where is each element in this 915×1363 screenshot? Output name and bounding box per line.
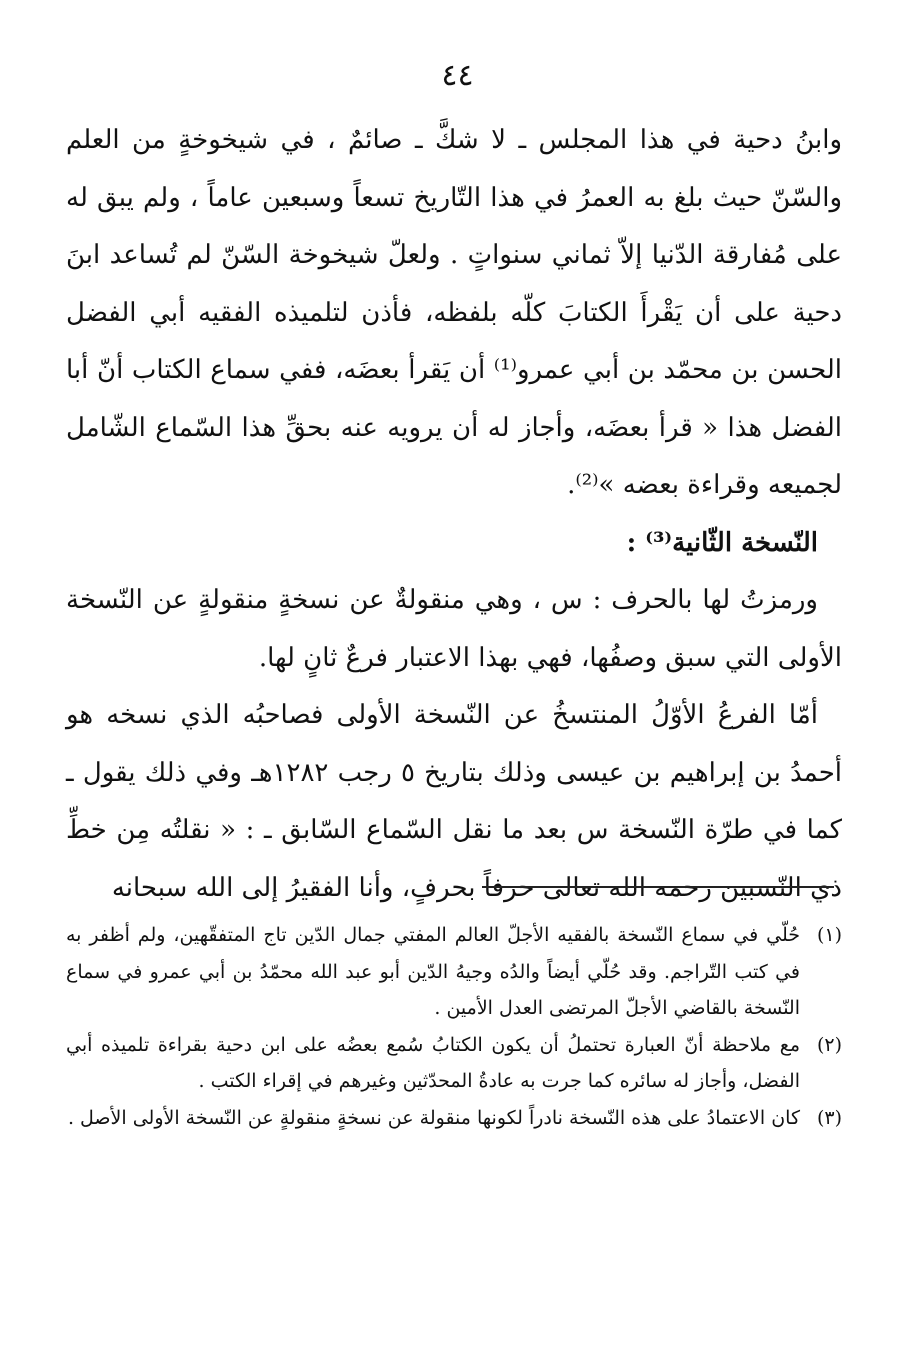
section-heading: النّسخة الثّانية⁽³⁾ : xyxy=(626,527,818,558)
footnotes xyxy=(66,917,842,1136)
page-number: ٤٤ xyxy=(441,58,474,93)
footnote xyxy=(66,1100,842,1137)
footnote-text: كان الاعتمادُ على هذه النّسخة نادراً لكونها منقولة عن نسخةٍ منقولةٍ عن النّسخة الأولى الأصل . xyxy=(67,1106,800,1129)
footnote-number: (٢) xyxy=(816,1033,842,1056)
body-paragraph: ورمزتُ لها بالحرف : س ، وهي منقولةٌ عن نسخةٍ منقولةٍ عن النّسخة الأولى التي سبق وصفُها، فهي بهذا الاعتبار فرعٌ ثانٍ لها. xyxy=(66,585,842,673)
body-paragraph: أمّا الفرعُ الأوّلُ المنتسخُ عن النّسخة الأولى فصاحبُه الذي نسخه هو أحمدُ بن إبراهيم بن عيسى وذلك بتاريخ ٥ رجب ١٢٨٢هـ وفي ذلك يقول ـ كما في طرّة النّسخة س بعد ما نقل السّماع السّابق ـ : « نقلتُه مِن خطِّ ذي النّسبين رحمه الله تعالى حرفاً بحرفٍ، وأنا الفقيرُ إلى الله سبحانه xyxy=(66,700,843,903)
footnote-divider xyxy=(482,886,834,888)
footnote-text: مع ملاحظة أنّ العبارة تحتملُ أن يكون الكتابُ سُمع بعضُه على ابن دحية بقراءة تلميذه أبي الفضل، وأجاز له سائره كما جرت به عادةُ المحدّثين وغيرهم في إقراء الكتب . xyxy=(66,1033,800,1092)
footnote-number: (١) xyxy=(816,924,842,946)
footnote-text: حُلّي في سماع النّسخة بالفقيه الأجلّ العالم المفتي جمال الدّين تاج المتفقّهين، ولم أظفر به في كتب التّراجم. وقد حُلّي أيضاً والدُه وجيهُ الدّين أبو عبد الله محمّدُ بن أبي عمرو في سماع النّسخة بالقاضي الأجلّ المرتضى العدل الأمين . xyxy=(66,924,800,1019)
main-text xyxy=(66,112,842,917)
footnote-number: (٣) xyxy=(816,1106,842,1129)
footnote xyxy=(66,1027,842,1100)
footnote xyxy=(66,917,842,1027)
body-paragraph: وابنُ دحية في هذا المجلس ـ لا شكَّ ـ صائمٌ ، في شيخوخةٍ من العلم والسّنّ حيث بلغ به العمرُ في هذا التّاريخ تسعاً وسبعين عاماً ، ولم يبق له على مُفارقة الدّنيا إلاّ ثماني سنواتٍ . ولعلّ شيخوخة السّنّ لم تُساعد ابنَ دحية على أن يَقْرأَ الكتابَ كلّه بلفظه، فأذن لتلميذه الفقيه أبي الفضل الحسن بن محمّد بن أبي عمرو⁽¹⁾ أن يَقرأ بعضَه، ففي سماع الكتاب أنّ أبا الفضل هذا « قرأ بعضَه، وأجاز له أن يرويه عنه بحقِّ هذا السّماع الشّامل لجميعه وقراءة بعضه »⁽²⁾. xyxy=(66,125,842,500)
